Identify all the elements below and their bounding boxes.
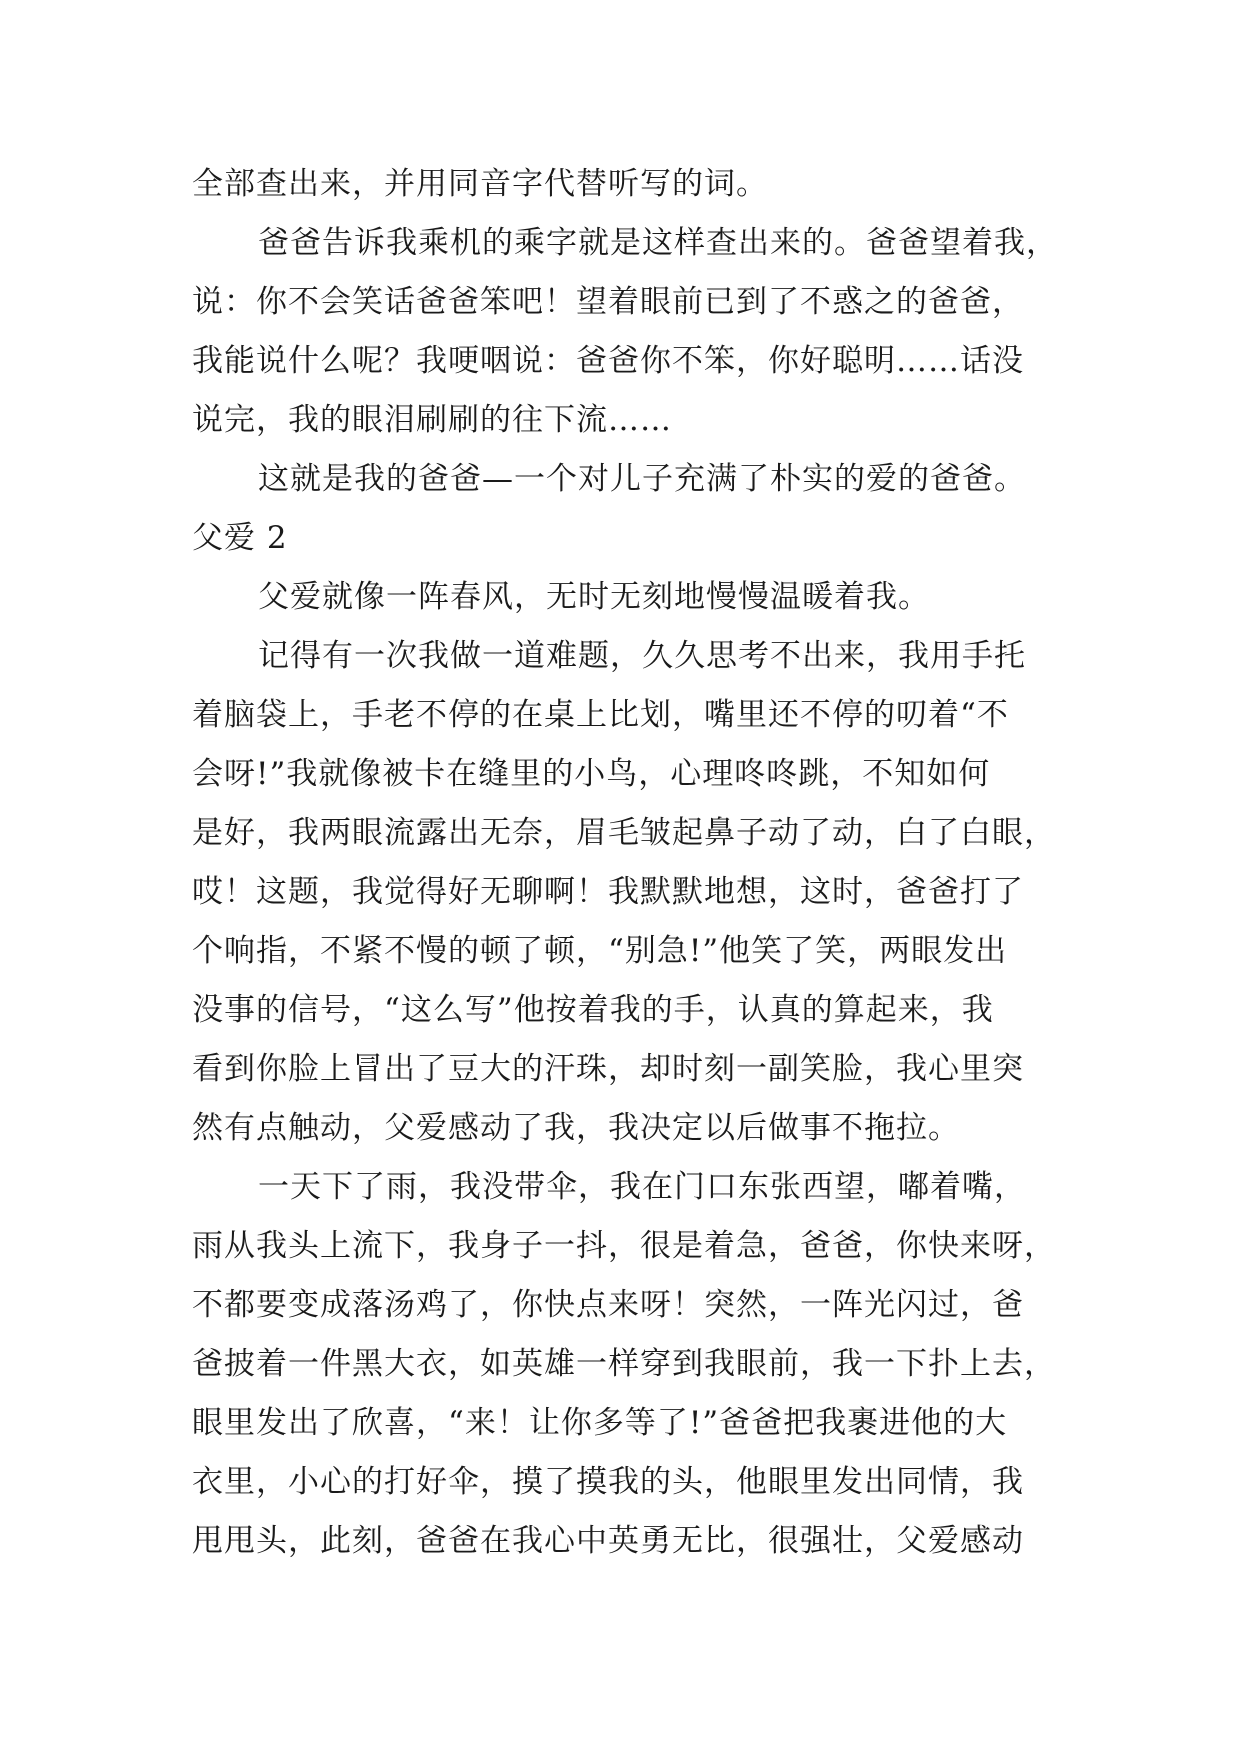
text-line: 然有点触动，父爱感动了我，我决定以后做事不拖拉。 [192, 1110, 960, 1146]
text-line: 说完，我的眼泪刷刷的往下流…… [192, 402, 672, 438]
text-line: 爸披着一件黑大衣，如英雄一样穿到我眼前，我一下扑上去， [192, 1346, 1056, 1382]
text-line: 一天下了雨，我没带伞，我在门口东张西望，嘟着嘴， [258, 1169, 1026, 1205]
text-line: 全部查出来，并用同音字代替听写的词。 [192, 166, 768, 202]
text-line: 父爱就像一阵春风，无时无刻地慢慢温暖着我。 [258, 579, 930, 615]
text-line: 雨从我头上流下，我身子一抖，很是着急，爸爸，你快来呀， [192, 1228, 1056, 1264]
text-line: 哎！这题，我觉得好无聊啊！我默默地想，这时，爸爸打了 [192, 874, 1024, 910]
text-line: 是好，我两眼流露出无奈，眉毛皱起鼻子动了动，白了白眼， [192, 815, 1056, 851]
text-line: 个响指，不紧不慢的顿了顿，“别急!”他笑了笑，两眼发出 [192, 933, 1008, 969]
text-line: 爸爸告诉我乘机的乘字就是这样查出来的。爸爸望着我， [258, 225, 1058, 261]
document-body [192, 155, 1058, 1571]
text-line: 看到你脸上冒出了豆大的汗珠，却时刻一副笑脸，我心里突 [192, 1051, 1024, 1087]
text-line: 说：你不会笑话爸爸笨吧！望着眼前已到了不惑之的爸爸， [192, 284, 1024, 320]
text-line: 眼里发出了欣喜，“来！让你多等了!”爸爸把我裹进他的大 [192, 1405, 1008, 1441]
text-line: 记得有一次我做一道难题，久久思考不出来，我用手托 [258, 638, 1026, 674]
text-line: 不都要变成落汤鸡了，你快点来呀！突然，一阵光闪过，爸 [192, 1287, 1024, 1323]
section-heading: 父爱 2 [192, 520, 288, 556]
text-line: 衣里，小心的打好伞，摸了摸我的头，他眼里发出同情，我 [192, 1464, 1024, 1500]
text-line: 这就是我的爸爸—一个对儿子充满了朴实的爱的爸爸。 [258, 461, 1026, 497]
text-line: 会呀!”我就像被卡在缝里的小鸟，心理咚咚跳，不知如何 [192, 756, 991, 792]
text-line: 我能说什么呢？我哽咽说：爸爸你不笨，你好聪明……话没 [192, 343, 1024, 379]
text-line: 着脑袋上，手老不停的在桌上比划，嘴里还不停的叨着“不 [192, 697, 1009, 733]
text-line: 甩甩头，此刻，爸爸在我心中英勇无比，很强壮，父爱感动 [192, 1523, 1024, 1559]
text-line: 没事的信号，“这么写”他按着我的手，认真的算起来，我 [192, 992, 994, 1028]
